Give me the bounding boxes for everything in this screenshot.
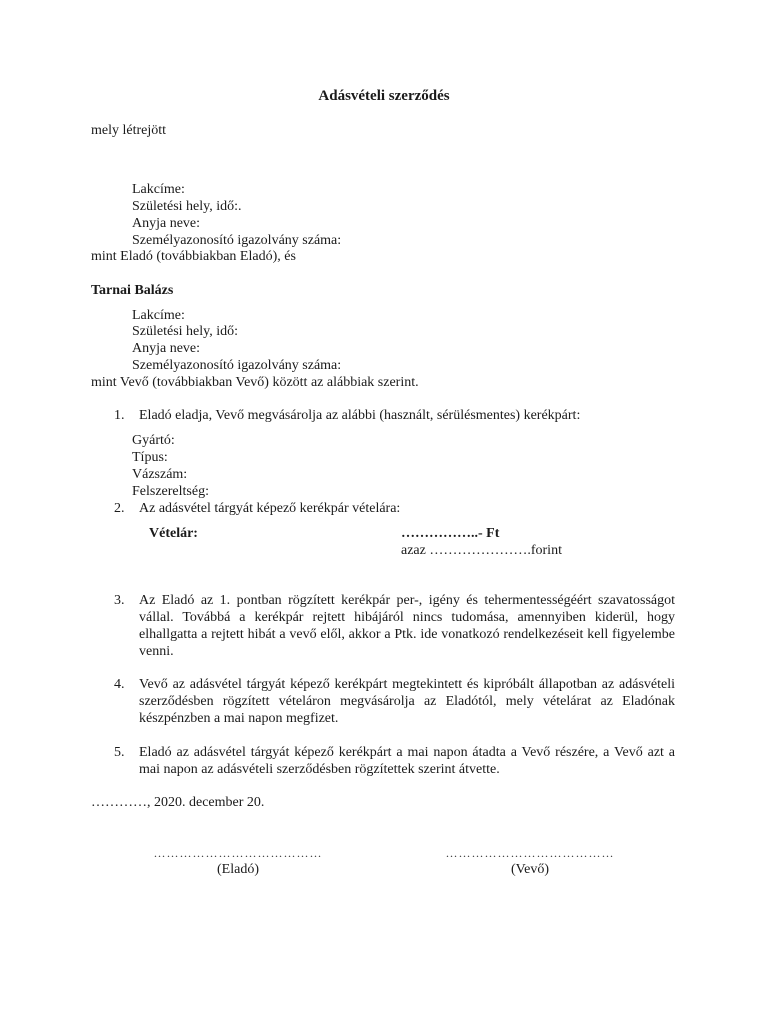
seller-id-label: Személyazonosító igazolvány száma: [132,233,342,248]
price-in-words: azaz ………………….forint [401,543,562,558]
clause-1-text: Eladó eladja, Vevő megvásárolja az alábbi (használt, sérülésmentes) kerékpárt: [139,408,581,423]
seller-signature-line: ………………………………… [153,846,323,860]
field-manufacturer: Gyártó: [132,433,175,448]
clause-2-number: 2. [114,501,125,516]
clause-5-text: Eladó az adásvétel tárgyát képező kerékpárt a mai napon átadta a Vevő részére, a Vevő azt a mai napon az adásvételi szerződésben rögzítettek szerint átvette. [139,745,675,777]
clause-5-number: 5. [114,745,125,760]
clause-2-text: Az adásvétel tárgyát képező kerékpár vételára: [139,501,401,516]
clause-4-number: 4. [114,677,125,692]
date-line: …………, 2020. december 20. [91,795,265,810]
buyer-signature-line: ………………………………… [445,846,615,860]
seller-birth-label: Születési hely, idő:. [132,199,242,214]
clause-1-number: 1. [114,408,125,423]
price-label: Vételár: [149,526,198,541]
clause-3-text: Az Eladó az 1. pontban rögzített kerékpár per-, igény és tehermentességéért szavatosságot vállal. Továbbá a kerékpár rejtett hibájáról nincs tudomása, amennyiben kiderül, hogy elhallgatta a rejtett hibát a vevő elől, akkor a Ptk. ide vonatkozó rendelkezéseit kell figyelembe venni. [139,593,675,659]
seller-role-line: mint Eladó (továbbiakban Eladó), és [91,249,296,264]
buyer-signature-label: (Vevő) [510,862,550,877]
buyer-id-label: Személyazonosító igazolvány száma: [132,358,342,373]
price-value: ……………..- Ft [401,526,500,541]
intro-text: mely létrejött [91,123,167,138]
buyer-name: Tarnai Balázs [91,283,174,298]
buyer-role-line: mint Vevő (továbbiakban Vevő) között az alábbiak szerint. [91,375,419,390]
buyer-mother-label: Anyja neve: [132,341,201,356]
document-title: Adásvételi szerződés [318,88,450,104]
seller-address-label: Lakcíme: [132,182,185,197]
buyer-birth-label: Születési hely, idő: [132,324,239,339]
clause-3-number: 3. [114,593,125,608]
field-equipment: Felszereltség: [132,484,209,499]
field-frame-number: Vázszám: [132,467,188,482]
clause-4-text: Vevő az adásvétel tárgyát képező kerékpárt megtekintett és kipróbált állapotban az adásvételi szerződésben rögzített vételáron megvásárolja az Eladótól, mely vételárat az Eladónak készpénzben a mai napon megfizet. [139,677,675,726]
seller-signature-label: (Eladó) [217,862,259,877]
buyer-address-label: Lakcíme: [132,308,185,323]
seller-mother-label: Anyja neve: [132,216,201,231]
field-type: Típus: [132,450,168,465]
